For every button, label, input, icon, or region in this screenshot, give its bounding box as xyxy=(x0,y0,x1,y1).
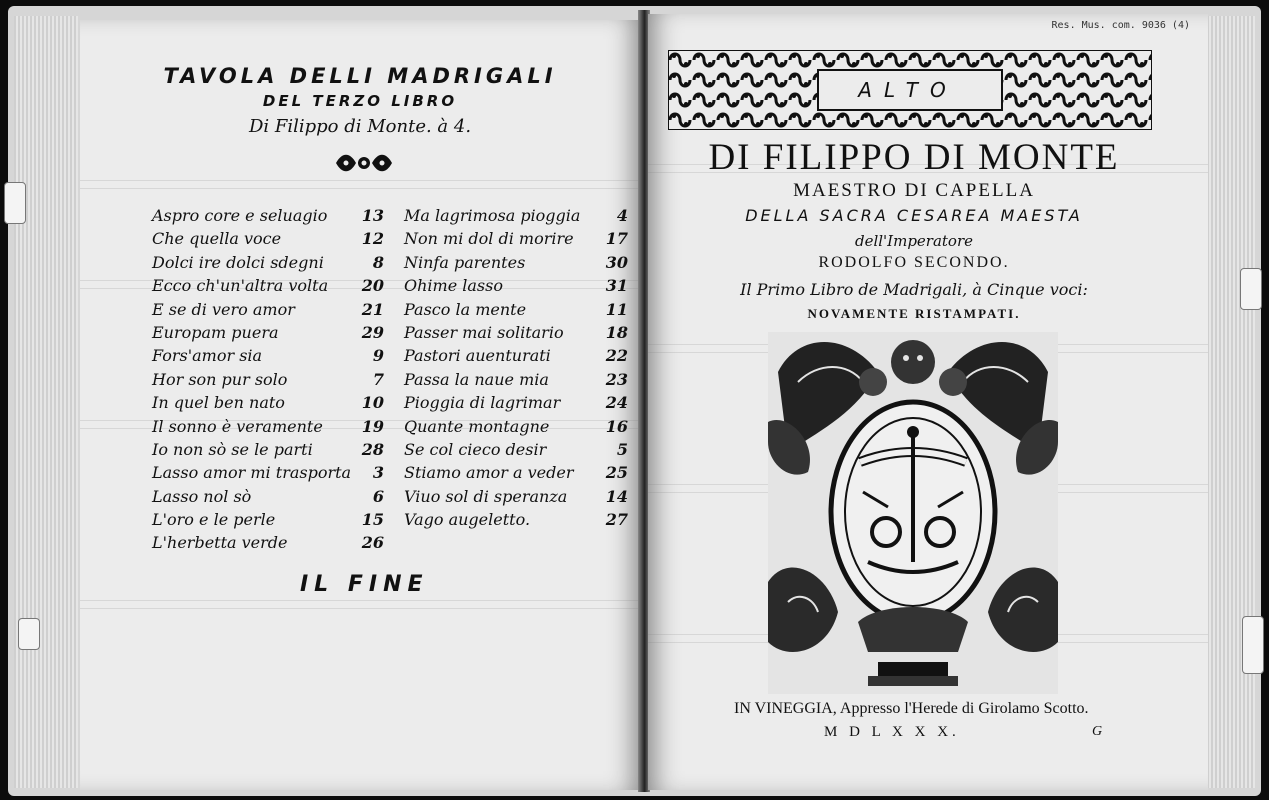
madrigal-number: 28 xyxy=(361,439,384,459)
left-lower-tab xyxy=(18,618,40,650)
printer-imprint: IN VINEGGIA, Appresso l'Herede di Girolamo Scotto. xyxy=(734,700,1089,717)
fleuron-ornament-icon xyxy=(332,150,396,176)
madrigal-title: Lasso nol sò xyxy=(152,486,252,506)
printer-device-woodcut-icon xyxy=(768,332,1058,694)
madrigal-number: 18 xyxy=(605,322,628,342)
index-entry xyxy=(404,204,628,227)
madrigal-number: 15 xyxy=(361,510,384,530)
madrigal-title: Passa la naue mia xyxy=(404,369,549,389)
madrigal-title: Ninfa parentes xyxy=(404,252,526,272)
index-entry xyxy=(152,415,384,438)
emperor-line: dell'Imperatore xyxy=(854,232,974,250)
index-entry xyxy=(404,368,628,391)
index-entry xyxy=(152,368,384,391)
madrigal-title: Stiamo amor a veder xyxy=(404,463,574,483)
madrigal-number: 22 xyxy=(605,346,628,366)
madrigal-title: Pasco la mente xyxy=(404,299,527,319)
left-clasp-tab xyxy=(4,182,26,224)
madrigal-title: Il sonno è veramente xyxy=(152,416,323,436)
index-entry xyxy=(404,251,628,274)
composer-title: MAESTRO DI CAPELLA xyxy=(793,180,1035,201)
index-column-left xyxy=(152,204,384,555)
index-entry xyxy=(152,321,384,344)
madrigal-title: Non mi dol di morire xyxy=(404,229,574,249)
index-entry xyxy=(152,485,384,508)
madrigal-title: Pioggia di lagrimar xyxy=(404,393,561,413)
voice-part-label: ALTO xyxy=(858,78,958,102)
index-entry xyxy=(404,485,628,508)
madrigal-title: L'herbetta verde xyxy=(152,533,288,553)
madrigal-number: 13 xyxy=(361,206,384,225)
index-column-right xyxy=(404,204,628,531)
madrigal-title: Aspro core e seluagio xyxy=(152,206,328,225)
table-subtitle: DEL TERZO LIBRO xyxy=(262,92,458,110)
reprint-note: NOVAMENTE RISTAMPATI. xyxy=(807,306,1021,321)
end-mark: IL FINE xyxy=(300,572,429,597)
madrigal-number: 26 xyxy=(361,533,384,553)
madrigal-number: 9 xyxy=(372,346,384,366)
publication-year: M D L X X X. xyxy=(824,724,960,740)
index-entry xyxy=(404,227,628,250)
madrigal-title: Fors'amor sia xyxy=(152,346,263,366)
madrigal-title: Passer mai solitario xyxy=(404,322,564,342)
madrigal-number: 14 xyxy=(605,486,628,506)
madrigal-title: E se di vero amor xyxy=(152,299,295,319)
madrigal-title: Viuo sol di speranza xyxy=(404,486,568,506)
madrigal-title: In quel ben nato xyxy=(152,393,285,413)
madrigal-number: 7 xyxy=(372,369,384,389)
index-entry xyxy=(404,274,628,297)
index-entry xyxy=(404,321,628,344)
madrigal-title: Ecco ch'un'altra volta xyxy=(152,276,329,296)
madrigal-title: L'oro e le perle xyxy=(152,510,276,530)
index-entry xyxy=(404,508,628,531)
index-entry xyxy=(152,251,384,274)
madrigal-number: 20 xyxy=(361,276,384,296)
table-title: TAVOLA DELLI MADRIGALI xyxy=(163,64,557,88)
right-lower-tab xyxy=(1242,616,1264,674)
index-entry xyxy=(152,227,384,250)
index-entry xyxy=(404,344,628,367)
madrigal-number: 24 xyxy=(605,393,628,413)
madrigal-title: Quante montagne xyxy=(404,416,550,436)
madrigal-title: Europam puera xyxy=(152,322,279,342)
madrigal-title: Lasso amor mi trasporta xyxy=(152,463,352,483)
madrigal-number: 27 xyxy=(605,510,628,530)
left-page-edges xyxy=(14,16,78,788)
madrigal-number: 17 xyxy=(605,229,628,249)
madrigal-number: 31 xyxy=(605,276,628,296)
gathering-signature: G xyxy=(1092,724,1103,739)
madrigal-number: 10 xyxy=(361,393,384,413)
index-entry xyxy=(152,298,384,321)
index-entry xyxy=(152,531,384,554)
book-title: Il Primo Libro de Madrigali, à Cinque voci: xyxy=(740,280,1088,299)
index-entry xyxy=(152,204,384,227)
madrigal-number: 11 xyxy=(605,299,628,319)
madrigal-title: Che quella voce xyxy=(152,229,282,249)
composer-name: DI FILIPPO DI MONTE xyxy=(708,137,1120,178)
madrigal-number: 8 xyxy=(372,252,384,272)
madrigal-number: 25 xyxy=(605,463,628,483)
index-entry xyxy=(404,461,628,484)
madrigal-number: 30 xyxy=(605,252,628,272)
madrigal-number: 19 xyxy=(361,416,384,436)
index-entry xyxy=(404,298,628,321)
madrigal-number: 3 xyxy=(372,463,384,483)
right-page xyxy=(648,14,1208,790)
index-entry xyxy=(152,438,384,461)
madrigal-title: Ma lagrimosa pioggia xyxy=(404,206,581,225)
madrigal-title: Dolci ire dolci sdegni xyxy=(152,252,324,272)
archive-shelfmark: Res. Mus. com. 9036 (4) xyxy=(1051,20,1190,31)
madrigal-title: Pastori auenturati xyxy=(404,346,551,366)
madrigal-title: Vago augeletto. xyxy=(404,510,531,530)
right-clasp-tab xyxy=(1240,268,1262,310)
madrigal-number: 4 xyxy=(616,206,628,225)
madrigal-number: 6 xyxy=(372,486,384,506)
madrigal-title: Se col cieco desir xyxy=(404,439,547,459)
index-entry xyxy=(152,508,384,531)
index-entry xyxy=(404,391,628,414)
madrigal-title: Io non sò se le parti xyxy=(152,439,313,459)
madrigal-number: 12 xyxy=(361,229,384,249)
madrigal-number: 5 xyxy=(616,439,628,459)
left-page xyxy=(80,20,640,790)
court-line: DELLA SACRA CESAREA MAESTA xyxy=(745,206,1083,225)
madrigal-number: 21 xyxy=(361,299,384,319)
madrigal-number: 16 xyxy=(605,416,628,436)
madrigal-number: 23 xyxy=(605,369,628,389)
index-entry xyxy=(404,415,628,438)
table-author-line: Di Filippo di Monte. à 4. xyxy=(248,116,472,137)
emperor-name: RODOLFO SECONDO. xyxy=(818,254,1010,271)
madrigal-title: Ohime lasso xyxy=(404,276,503,296)
index-entry xyxy=(152,461,384,484)
index-entry xyxy=(404,438,628,461)
index-entry xyxy=(152,274,384,297)
book-spread xyxy=(8,6,1261,796)
index-entry xyxy=(152,344,384,367)
index-entry xyxy=(152,391,384,414)
madrigal-title: Hor son pur solo xyxy=(152,369,288,389)
madrigal-number: 29 xyxy=(361,322,384,342)
